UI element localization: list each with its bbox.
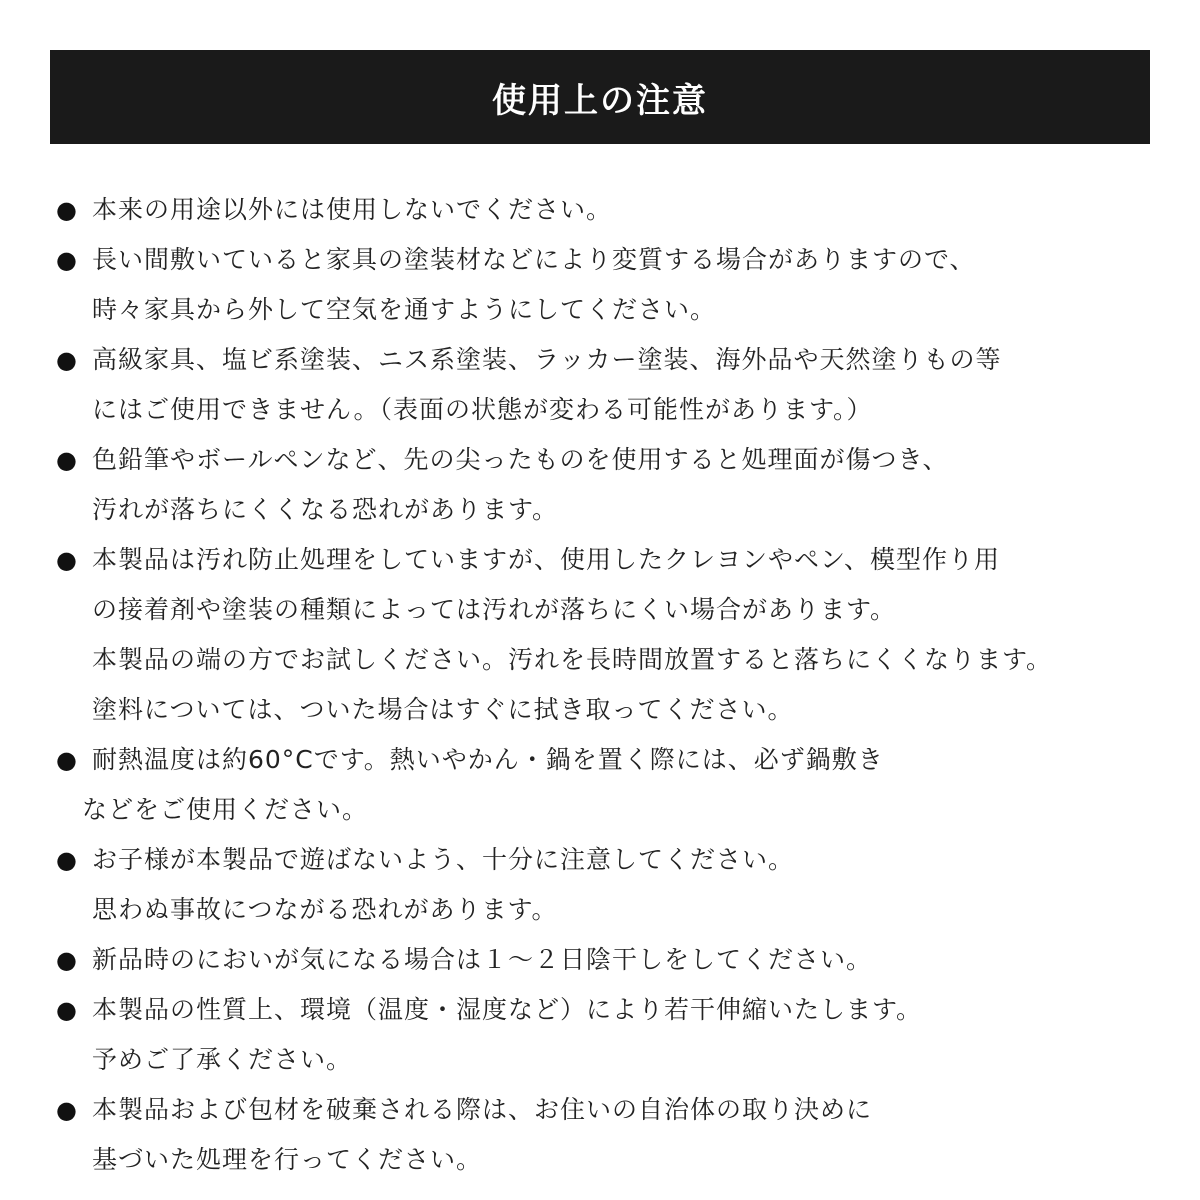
caution-text: 本来の用途以外には使用しないでください。 — [92, 195, 613, 224]
caution-item — [56, 1085, 1166, 1185]
caution-item — [56, 235, 1166, 335]
bullet-icon: ● — [56, 546, 77, 574]
bullet-icon: ● — [56, 196, 77, 224]
page-title: 使用上の注意 — [492, 80, 708, 121]
caution-item — [56, 985, 1166, 1085]
caution-text: 色鉛筆やボールペンなど、先の尖ったものを使用すると処理面が傷つき、 — [92, 445, 949, 474]
caution-text: 本製品および包材を破棄される際は、お住いの自治体の取り決めに — [92, 1095, 873, 1124]
bullet-icon: ● — [56, 346, 77, 374]
bullet-icon: ● — [56, 246, 77, 274]
bullet-icon: ● — [56, 446, 77, 474]
caution-text: の接着剤や塗装の種類によっては汚れが落ちにくい場合があります。 — [92, 595, 897, 624]
caution-item — [56, 435, 1166, 535]
caution-text: 本製品は汚れ防止処理をしていますが、使用したクレヨンやペン、模型作り用 — [92, 545, 1001, 574]
caution-text: 思わぬ事故につながる恐れがあります。 — [92, 895, 558, 924]
caution-text: 耐熱温度は約60°Cです。熱いやかん・鍋を置く際には、必ず鍋敷き — [92, 745, 884, 774]
caution-text: 長い間敷いていると家具の塗装材などにより変質する場合がありますので、 — [92, 245, 976, 274]
caution-text: 本製品の端の方でお試しください。汚れを長時間放置すると落ちにくくなります。 — [92, 645, 1053, 674]
bullet-icon: ● — [56, 846, 77, 874]
caution-item — [56, 335, 1166, 435]
caution-text: などをご使用ください。 — [82, 795, 369, 824]
caution-text: 塗料については、ついた場合はすぐに拭き取ってください。 — [92, 695, 794, 724]
caution-text: 新品時のにおいが気になる場合は１～２日陰干しをしてください。 — [92, 945, 873, 974]
bullet-icon: ● — [56, 746, 77, 774]
caution-item — [56, 185, 1166, 235]
caution-item — [56, 935, 1166, 985]
caution-list — [56, 185, 1166, 1185]
caution-text: 時々家具から外して空気を通すようにしてください。 — [92, 295, 717, 324]
bullet-icon: ● — [56, 1096, 77, 1124]
caution-text: 高級家具、塩ビ系塗装、ニス系塗装、ラッカー塗装、海外品や天然塗りもの等 — [92, 345, 1002, 374]
caution-text: 汚れが落ちにくくなる恐れがあります。 — [92, 495, 559, 524]
bullet-icon: ● — [56, 946, 77, 974]
page-header — [50, 50, 1150, 144]
caution-item — [56, 535, 1166, 735]
caution-text: 本製品の性質上、環境（温度・湿度など）により若干伸縮いたします。 — [92, 995, 923, 1024]
caution-item — [56, 835, 1166, 935]
caution-text: お子様が本製品で遊ばないよう、十分に注意してください。 — [92, 845, 795, 874]
caution-item — [56, 735, 1166, 835]
caution-text: 基づいた処理を行ってください。 — [92, 1145, 483, 1174]
caution-text: 予めご了承ください。 — [92, 1045, 353, 1074]
caution-text: にはご使用できません。（表面の状態が変わる可能性があります。） — [92, 395, 873, 424]
bullet-icon: ● — [56, 996, 77, 1024]
